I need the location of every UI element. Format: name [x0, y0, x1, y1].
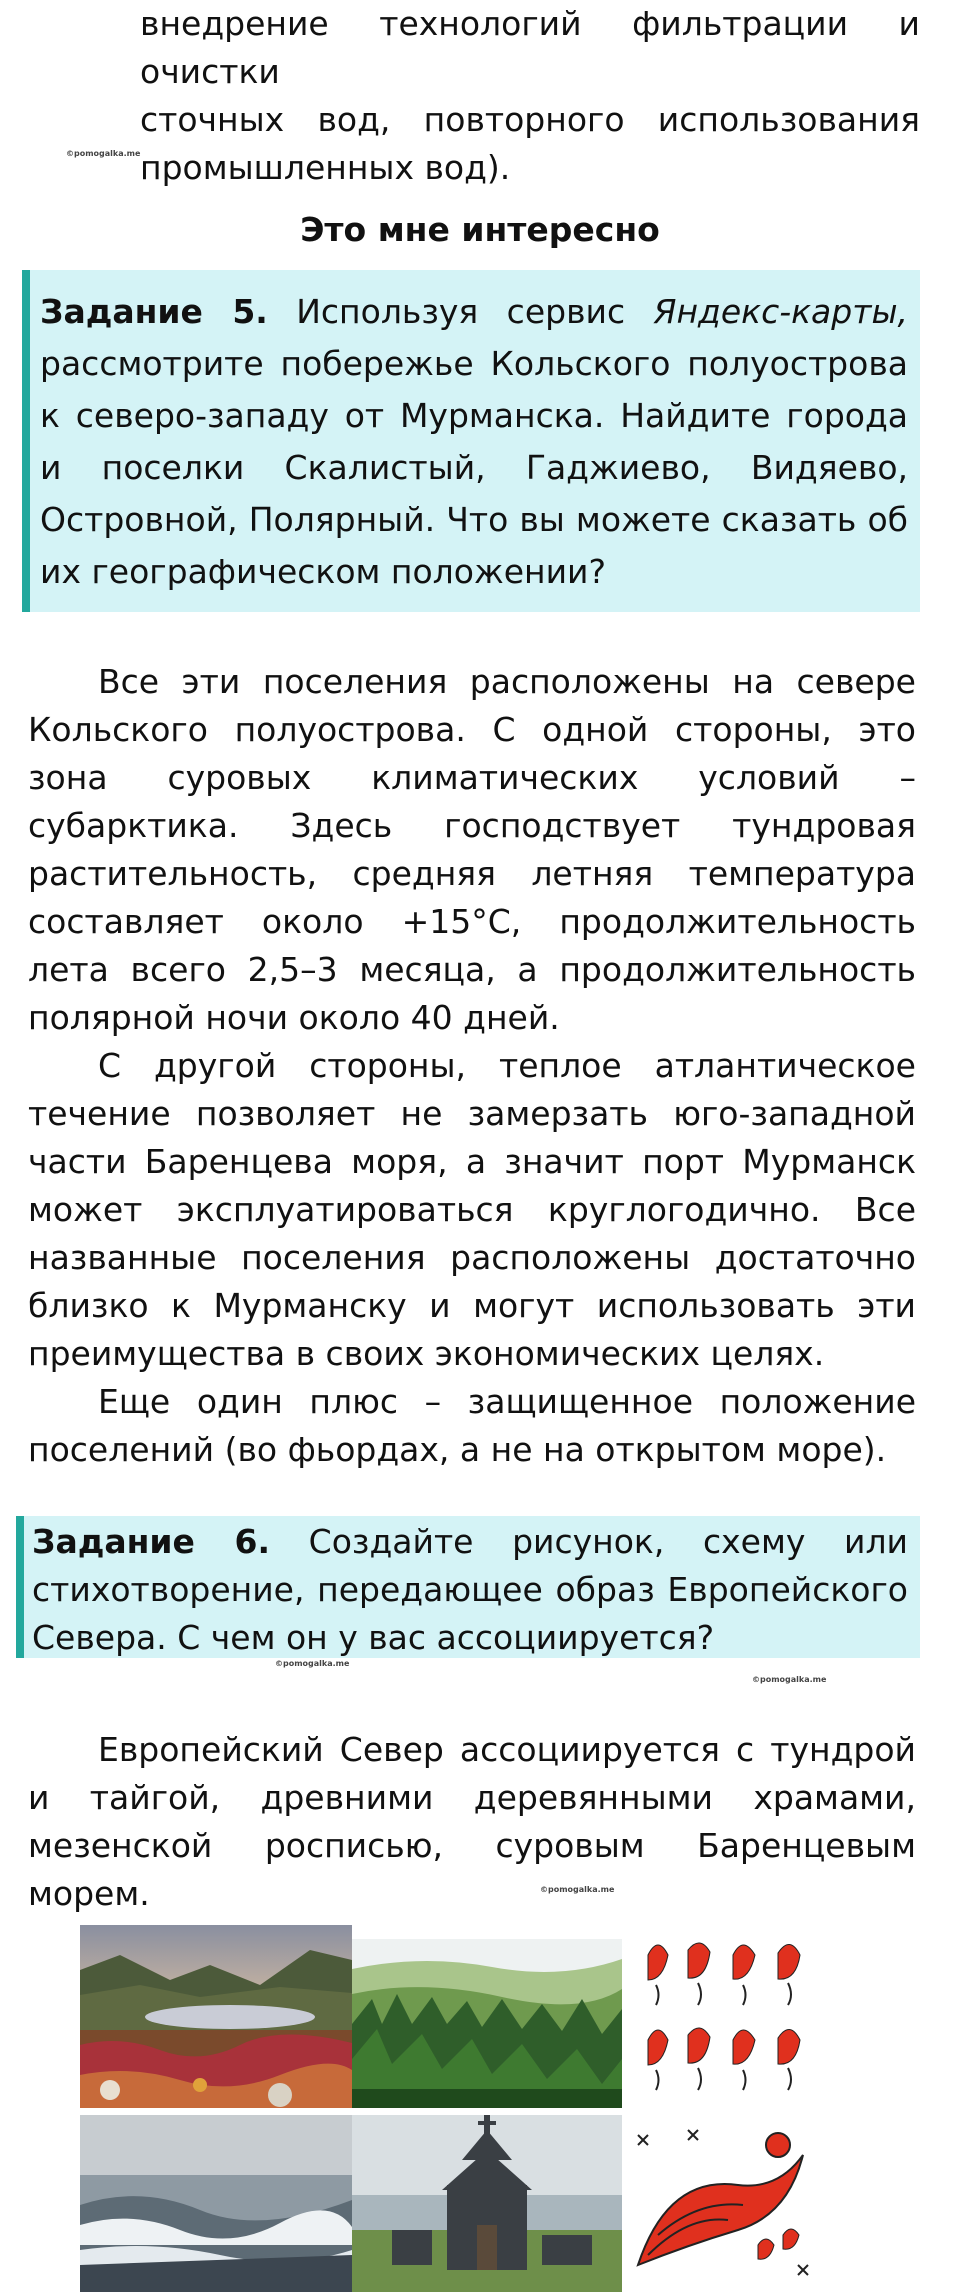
task-6-text-body: Создайте рисунок, схему или стихотворение, передающее образ Европейского Севера. С чем он у вас ассоциируется?	[32, 1522, 908, 1657]
photo-collage	[80, 1925, 820, 2292]
task-5-box	[22, 270, 920, 612]
intro-line-2: сточных вод, повторного использования	[140, 100, 920, 139]
task-5-text-a: Используя сервис	[267, 292, 654, 331]
tundra-photo	[80, 1925, 352, 2108]
task-5-service-name: Яндекс-карты,	[653, 292, 908, 331]
watermark: ©pomogalka.me	[752, 1675, 827, 1684]
task-6-accent-bar	[16, 1516, 24, 1658]
barents-sea-photo	[80, 2115, 352, 2292]
watermark: ©pomogalka.me	[275, 1659, 350, 1668]
mezen-painting-top	[628, 1925, 820, 2108]
wooden-church-photo	[352, 2115, 622, 2292]
task-5-text	[40, 286, 908, 598]
task-6-text	[32, 1518, 908, 1662]
task-6-box	[16, 1516, 920, 1658]
answer-5-paragraph-3: Еще один плюс – защищенное положение поселений (во фьордах, а не на открытом море).	[28, 1382, 916, 1469]
intro-line-1: внедрение технологий фильтрации и очистки	[140, 4, 920, 91]
task-5-accent-bar	[22, 270, 30, 612]
watermark: ©pomogalka.me	[66, 149, 141, 158]
task-5-label: Задание 5.	[40, 292, 268, 331]
intro-text	[140, 0, 920, 192]
task-5-text-b: рассмотрите побережье Кольского полуострова к северо-западу от Мурманска. Найдите города и поселки Скалистый, Гаджиево, Видяево, Островной, Полярный. Что вы можете сказать об их географическом положении?	[40, 344, 908, 591]
answer-5-paragraph-2: С другой стороны, теплое атлантическое течение позволяет не замерзать юго-западной части Баренцева моря, а значит порт Мурманск может эксплуатироваться круглогодично. Все названные поселения расположены достаточно близко к Мурманску и могут использовать эти преимущества в своих экономических целях.	[28, 1046, 916, 1373]
answer-6-paragraph-1: Европейский Север ассоциируется с тундрой и тайгой, древними деревянными храмами, мезенской росписью, суровым Баренцевым морем.	[28, 1730, 916, 1913]
answer-5	[28, 658, 916, 1474]
mezen-painting-bottom	[628, 2115, 820, 2292]
watermark: ©pomogalka.me	[540, 1885, 615, 1894]
taiga-photo	[352, 1939, 622, 2108]
task-6-label: Задание 6.	[32, 1522, 271, 1561]
answer-6	[28, 1726, 916, 1918]
section-heading: Это мне интересно	[300, 210, 660, 249]
intro-line-3: промышленных вод).	[140, 148, 511, 187]
answer-5-paragraph-1: Все эти поселения расположены на севере Кольского полуострова. С одной стороны, это зона суровых климатических условий – субарктика. Здесь господствует тундровая растительность, средняя летняя температура составляет около +15°С, продолжительность лета всего 2,5–3 месяца, а продолжительность полярной ночи около 40 дней.	[28, 662, 916, 1037]
